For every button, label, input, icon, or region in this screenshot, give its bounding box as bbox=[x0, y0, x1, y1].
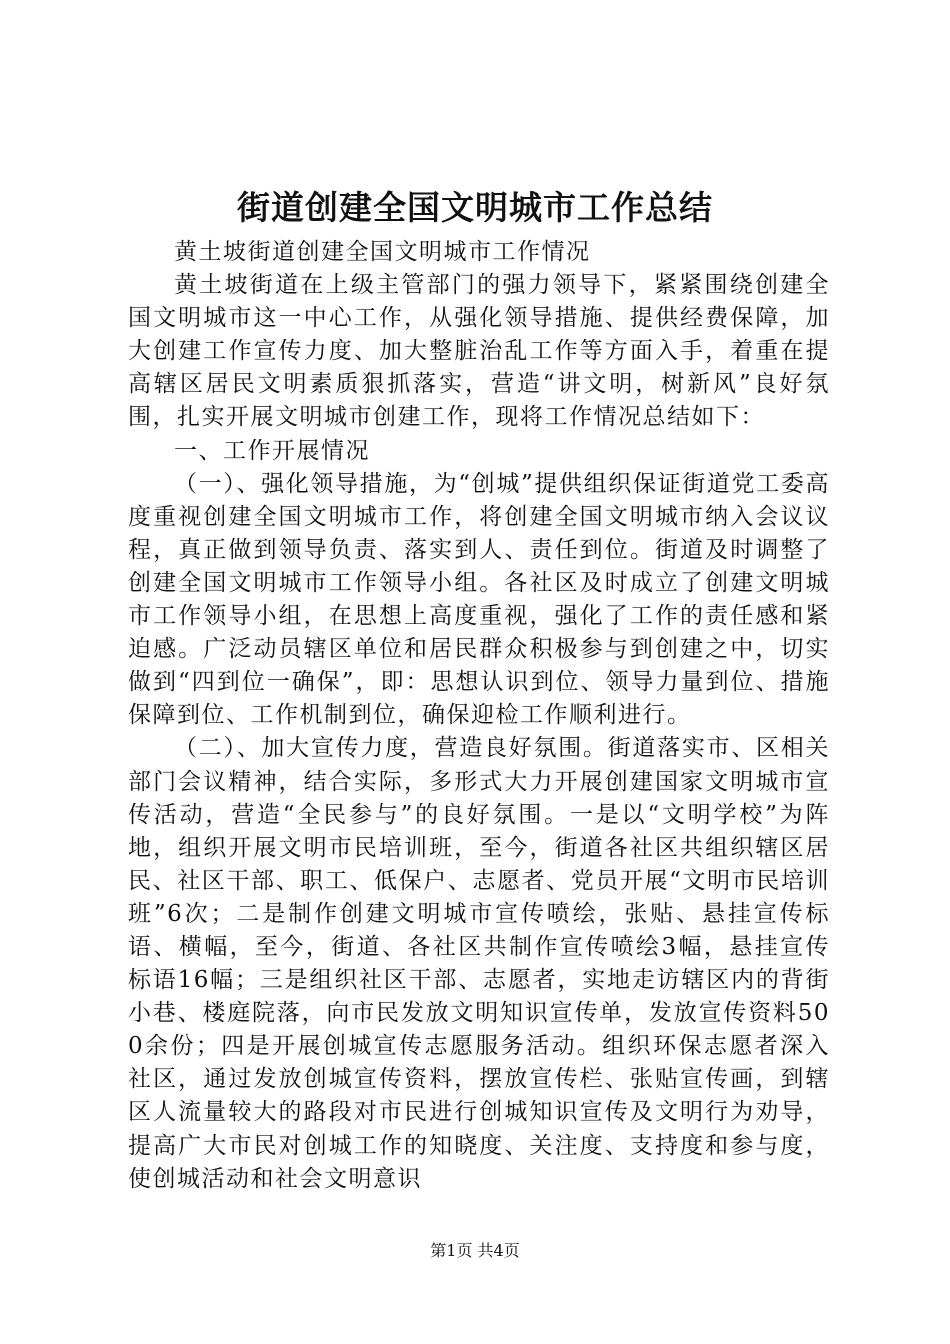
document-title: 街道创建全国文明城市工作总结 bbox=[237, 188, 713, 227]
document-body bbox=[128, 236, 830, 1196]
page-footer: 第1页 共4页 bbox=[430, 1241, 520, 1260]
section-paragraph-2: （二）、加大宣传力度，营造良好氛围。街道落实市、区相关部门会议精神，结合实际，多形式大力开展创建国家文明城市宣传活动，营造“全民参与”的良好氛围。一是以“文明学校”为阵地，组织开展文明市民培训班，至今，街道各社区共组织辖区居民、社区干部、职工、低保户、志愿者、党员开展“文明市民培训班”6次；二是制作创建文明城市宣传喷绘，张贴、悬挂宣传标语、横幅，至今，街道、各社区共制作宣传喷绘3幅，悬挂宣传标语16幅；三是组织社区干部、志愿者，实地走访辖区内的背街小巷、楼庭院落，向市民发放文明知识宣传单，发放宣传资料500余份；四是开展创城宣传志愿服务活动。组织环保志愿者深入社区，通过发放创城宣传资料，摆放宣传栏、张贴宣传画，到辖区人流量较大的路段对市民进行创城知识宣传及文明行为劝导，提高广大市民对创城工作的知晓度、关注度、支持度和参与度，使创城活动和社会文明意识 bbox=[128, 735, 830, 1192]
section-heading: 一、工作开展情况 bbox=[174, 437, 370, 464]
intro-paragraph: 黄土坡街道在上级主管部门的强力领导下，紧紧围绕创建全国文明城市这一中心工作，从强化领导措施、提供经费保障，加大创建工作宣传力度、加大整脏治乱工作等方面入手，着重在提高辖区居民文明素质狠抓落实，营造“讲文明，树新风”良好氛围，扎实开展文明城市创建工作，现将工作情况总结如下： bbox=[128, 272, 830, 431]
section-paragraph-1: （一）、强化领导措施，为“创城”提供组织保证街道党工委高度重视创建全国文明城市工作，将创建全国文明城市纳入会议议程，真正做到领导负责、落实到人、责任到位。街道及时调整了创建全国文明城市工作领导小组。各社区及时成立了创建文明城市工作领导小组，在思想上高度重视，强化了工作的责任感和紧迫感。广泛动员辖区单位和居民群众积极参与到创建之中，切实做到“四到位一确保”，即：思想认识到位、领导力量到位、措施保障到位、工作机制到位，确保迎检工作顺利进行。 bbox=[128, 470, 830, 729]
subtitle-paragraph: 黄土坡街道创建全国文明城市工作情况 bbox=[174, 239, 591, 265]
